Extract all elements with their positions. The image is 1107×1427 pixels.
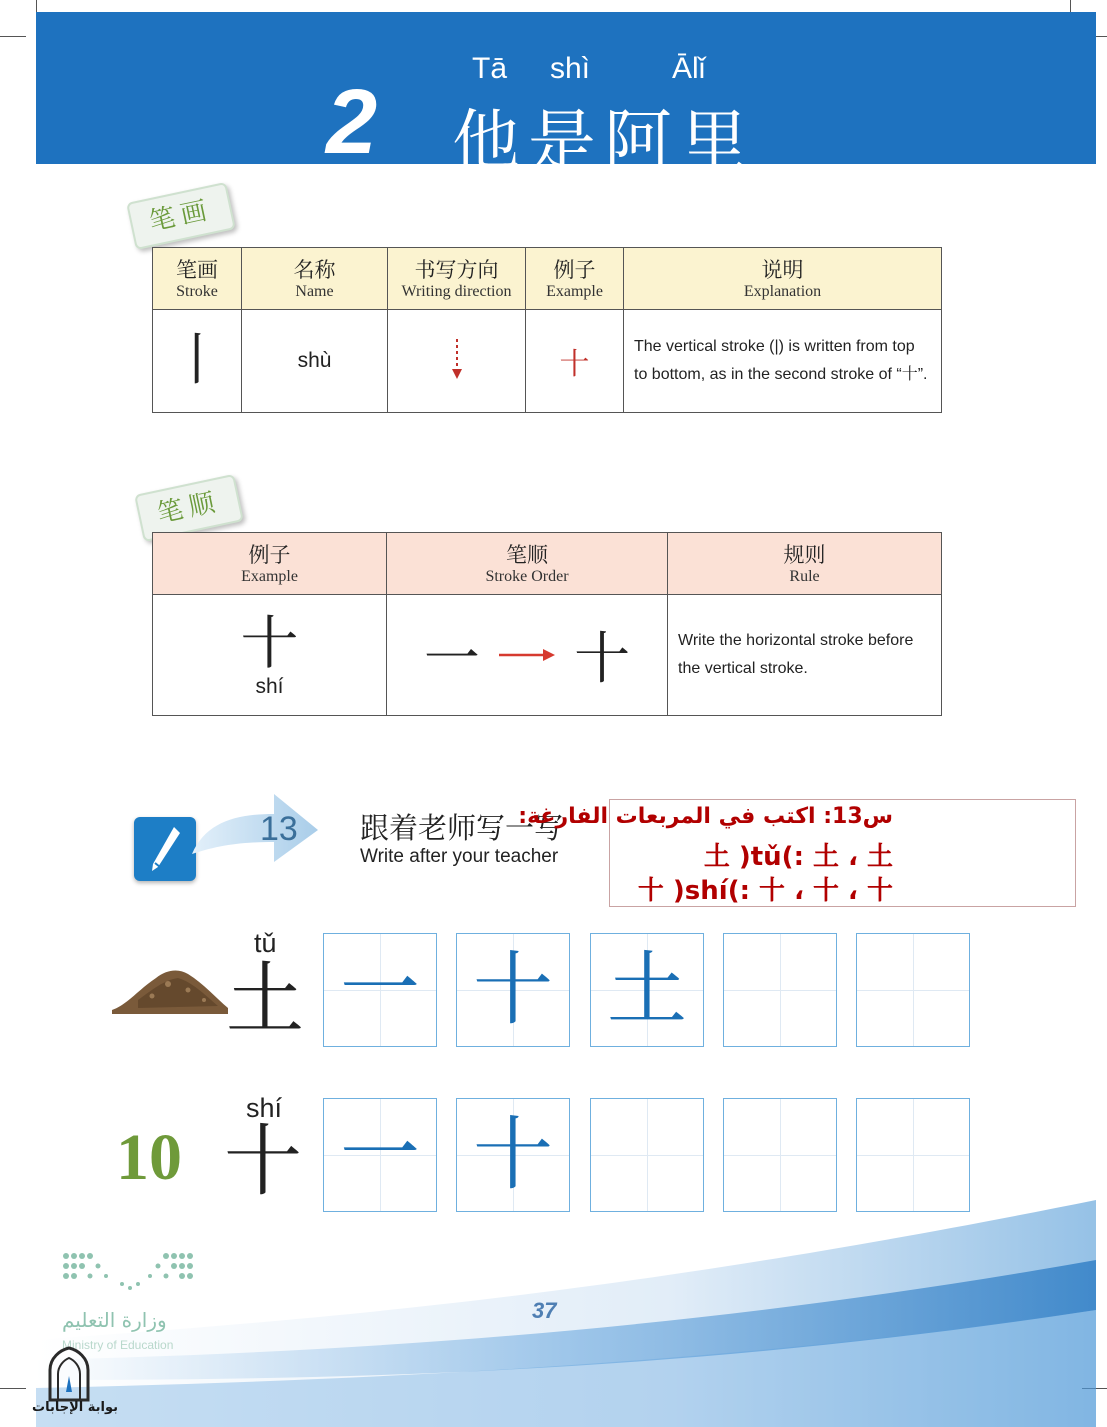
header-name xyxy=(242,248,388,310)
order-to-char: 十 xyxy=(574,627,631,692)
crop-mark xyxy=(0,36,26,37)
header-stroke-order xyxy=(387,533,668,595)
header-en: Example xyxy=(546,282,603,300)
header-cn: 笔画 xyxy=(176,257,218,282)
stroke-order-cell xyxy=(387,595,668,716)
right-arrow-icon xyxy=(497,645,557,665)
soil-pile-icon xyxy=(108,960,232,1016)
model-char-shi: 十 xyxy=(224,1117,303,1207)
header-direction xyxy=(388,248,526,310)
ministry-name-ar: وزارة التعليم xyxy=(62,1308,167,1332)
lesson-number: 2 xyxy=(326,71,378,173)
header-cn: 规则 xyxy=(783,542,826,567)
practice-box xyxy=(456,933,570,1047)
header-en: Example xyxy=(241,567,298,585)
header-stroke xyxy=(153,248,242,310)
strokes-table-header xyxy=(153,248,942,310)
practice-stroke: 十 xyxy=(473,1108,553,1201)
practice-stroke: 土 xyxy=(607,943,687,1036)
exercise-title-en: Write after your teacher xyxy=(360,846,559,867)
rule-cell xyxy=(668,595,942,716)
practice-box xyxy=(323,933,437,1047)
lesson-title: 他是阿里 xyxy=(452,103,757,182)
header-en: Stroke Order xyxy=(485,567,569,585)
arabic-instruction: س13: اكتب في المربعات الفارغة: xyxy=(518,804,893,829)
header-cn: 笔顺 xyxy=(506,542,548,567)
example-char: 十 xyxy=(240,609,299,677)
ministry-name-en: Ministry of Education xyxy=(62,1338,174,1352)
stroke-name: shù xyxy=(242,310,388,413)
practice-stroke: 一 xyxy=(340,1108,420,1201)
table-row xyxy=(153,310,942,413)
header-en: Name xyxy=(295,282,334,300)
header-en: Stroke xyxy=(176,282,218,300)
down-arrow-icon xyxy=(447,337,467,381)
header-cn: 书写方向 xyxy=(414,257,499,282)
model-char-tu: 土 xyxy=(226,955,305,1045)
pinyin-shi-row: shí xyxy=(246,1093,283,1123)
page-number: 37 xyxy=(532,1298,557,1323)
practice-box-empty[interactable] xyxy=(723,933,837,1047)
arabic-line-shi: 十 )shí(: 十 ، 十 ، 十 xyxy=(637,876,893,906)
header-cn: 例子 xyxy=(248,542,291,567)
header-en: Explanation xyxy=(743,282,822,300)
strokes-table xyxy=(152,247,942,413)
arabic-line-tu: 土 )tǔ(: 土 ، 土 xyxy=(703,842,893,872)
example-cell xyxy=(153,595,387,716)
pinyin-tu: tǔ xyxy=(254,928,277,958)
practice-stroke: 十 xyxy=(473,943,553,1036)
header-example xyxy=(153,533,387,595)
watermark-mosque-icon xyxy=(44,1346,94,1402)
curved-arrow-icon xyxy=(186,792,326,862)
watermark-text: بوابة الإجابات xyxy=(32,1400,118,1415)
direction-cell xyxy=(388,310,526,413)
explanation-cell xyxy=(624,310,942,413)
header-example xyxy=(526,248,624,310)
practice-stroke: 一 xyxy=(340,943,420,1036)
example-pinyin: shí xyxy=(255,675,284,698)
table-row xyxy=(153,595,942,716)
example-char: 十 xyxy=(526,310,624,413)
number-ten-label: 10 xyxy=(116,1121,182,1194)
header-cn: 名称 xyxy=(293,257,336,282)
rule-text: Write the horizontal stroke before the vertical stroke. xyxy=(678,632,914,677)
order-table xyxy=(152,532,942,716)
practice-box xyxy=(590,933,704,1047)
header-explanation xyxy=(624,248,942,310)
header-en: Writing direction xyxy=(401,282,512,300)
stroke-glyph: 丨 xyxy=(153,310,242,413)
ministry-logo-icon xyxy=(62,1252,198,1296)
exercise-number: 13 xyxy=(260,810,298,848)
section-tag-strokes: 笔画 xyxy=(126,182,236,250)
header-cn: 说明 xyxy=(761,257,804,282)
order-from-char: 一 xyxy=(423,627,480,692)
pinyin-shi: shì xyxy=(550,52,591,85)
order-table-header xyxy=(153,533,942,595)
practice-box-empty[interactable] xyxy=(856,933,970,1047)
arabic-instruction-box xyxy=(518,799,1076,907)
explanation-text: The vertical stroke (|) is written from top to bottom, as in the second stroke of “十”. xyxy=(634,338,928,383)
section-tag-order: 笔顺 xyxy=(134,474,244,542)
pinyin-ta: Tā xyxy=(472,52,508,85)
header-en: Rule xyxy=(789,567,820,585)
pinyin-ali: Ālǐ xyxy=(672,52,706,85)
exercise-title-cn: 跟着老师写一写 xyxy=(360,811,564,845)
header-rule xyxy=(668,533,942,595)
header-cn: 例子 xyxy=(553,257,596,282)
